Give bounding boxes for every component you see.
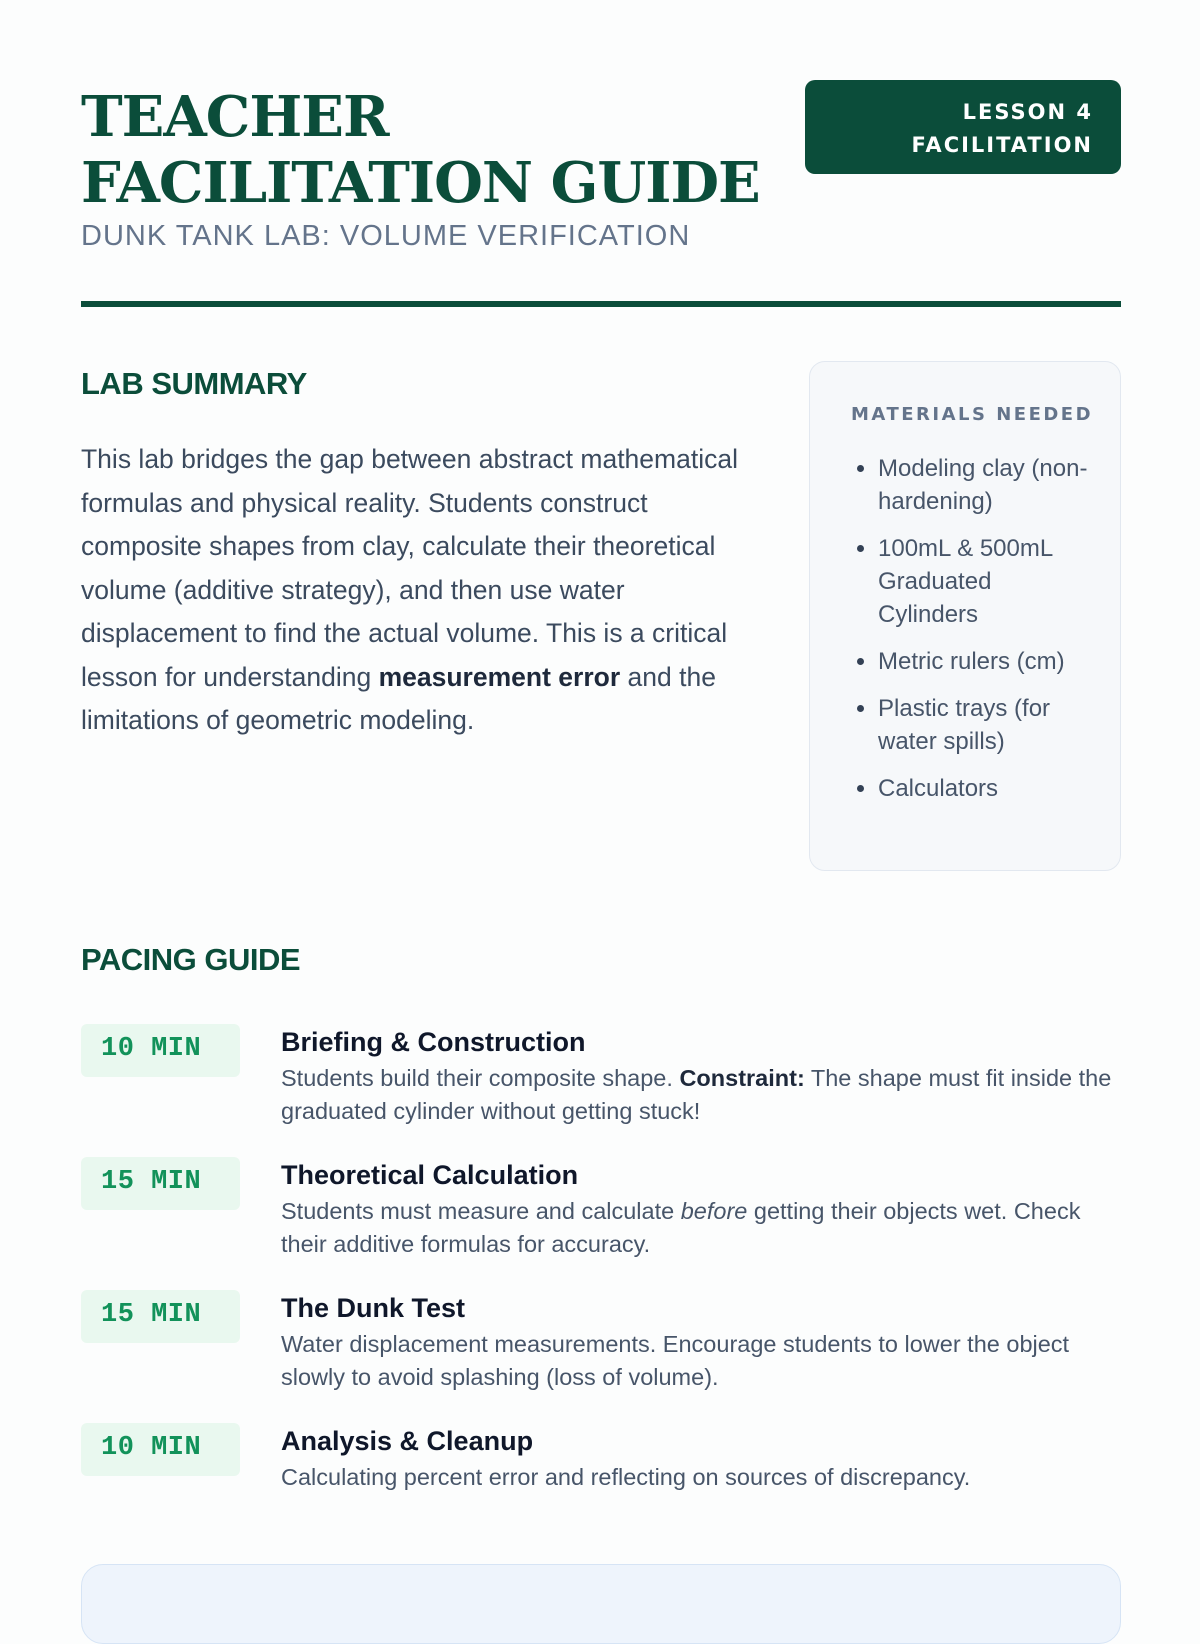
pacing-content [281,1026,1121,1128]
materials-card [809,361,1121,871]
pacing-desc-part1: Students build their composite shape. [281,1065,680,1091]
pacing-description [281,1062,1121,1128]
pacing-content [281,1292,1121,1394]
pacing-title: Analysis & Cleanup [281,1426,534,1456]
pacing-title: Briefing & Construction [281,1027,586,1057]
materials-item: • Metric rulers (cm) [878,645,1096,678]
pacing-desc-bold: Constraint: [679,1065,805,1091]
materials-title: MATERIALS NEEDED [851,404,1094,425]
time-badge: 10 MIN [81,1423,240,1476]
time-badge: 15 MIN [81,1157,240,1210]
time-badge: 10 MIN [81,1024,240,1077]
pacing-description: Calculating percent error and reflecting on sources of discrepancy. [281,1464,971,1490]
materials-item: • Plastic trays (for water spills) [878,692,1096,758]
pacing-title: The Dunk Test [281,1293,466,1323]
materials-list [851,452,1096,805]
summary-text-part2: and the limitations of geometric modeling. [81,661,716,735]
lesson-badge-line2: FACILITATION [911,133,1093,157]
materials-item: • 100mL & 500mL Graduated Cylinders [878,532,1096,631]
pacing-description: Water displacement measurements. Encourage students to lower the object slowly to avoid splashing (loss of volume). [281,1331,1070,1390]
pacing-desc-italic: before [680,1198,748,1224]
page-title: TEACHER FACILITATION GUIDE [81,84,760,216]
lesson-badge-line1: LESSON 4 [962,100,1093,124]
page-header [81,80,1121,310]
pacing-content [281,1159,1121,1261]
note-box [81,1564,1121,1644]
pacing-desc-part1: Students must measure and calculate [281,1198,681,1224]
page-subtitle: DUNK TANK LAB: VOLUME VERIFICATION [81,220,691,252]
lesson-badge [805,80,1121,174]
lab-summary-heading: LAB SUMMARY [81,366,307,401]
materials-item: • Calculators [878,772,1096,805]
materials-item: • Modeling clay (non-hardening) [878,452,1096,518]
summary-text-part1: This lab bridges the gap between abstract mathematical formulas and physical reality. Students construct composite shapes from clay, calculate their theoretical volume (additive strategy), and then use water displacement to find the actual volume. This is a critical lesson for understanding [81,444,738,692]
pacing-title: Theoretical Calculation [281,1160,579,1190]
header-divider [81,301,1121,307]
summary-text-bold: measurement error [378,661,621,692]
time-badge: 15 MIN [81,1290,240,1343]
lab-summary-section [81,366,761,743]
pacing-desc-part2: The shape must fit inside the graduated cylinder without getting stuck! [281,1065,1112,1124]
lab-summary-text [81,438,761,743]
pacing-content [281,1425,1121,1494]
pacing-desc-part2: getting their objects wet. Check their additive formulas for accuracy. [281,1198,1081,1257]
pacing-guide-heading: PACING GUIDE [81,942,301,977]
facilitation-guide-page [81,0,1121,1600]
pacing-guide-section [81,942,1121,1490]
pacing-description [281,1195,1121,1261]
